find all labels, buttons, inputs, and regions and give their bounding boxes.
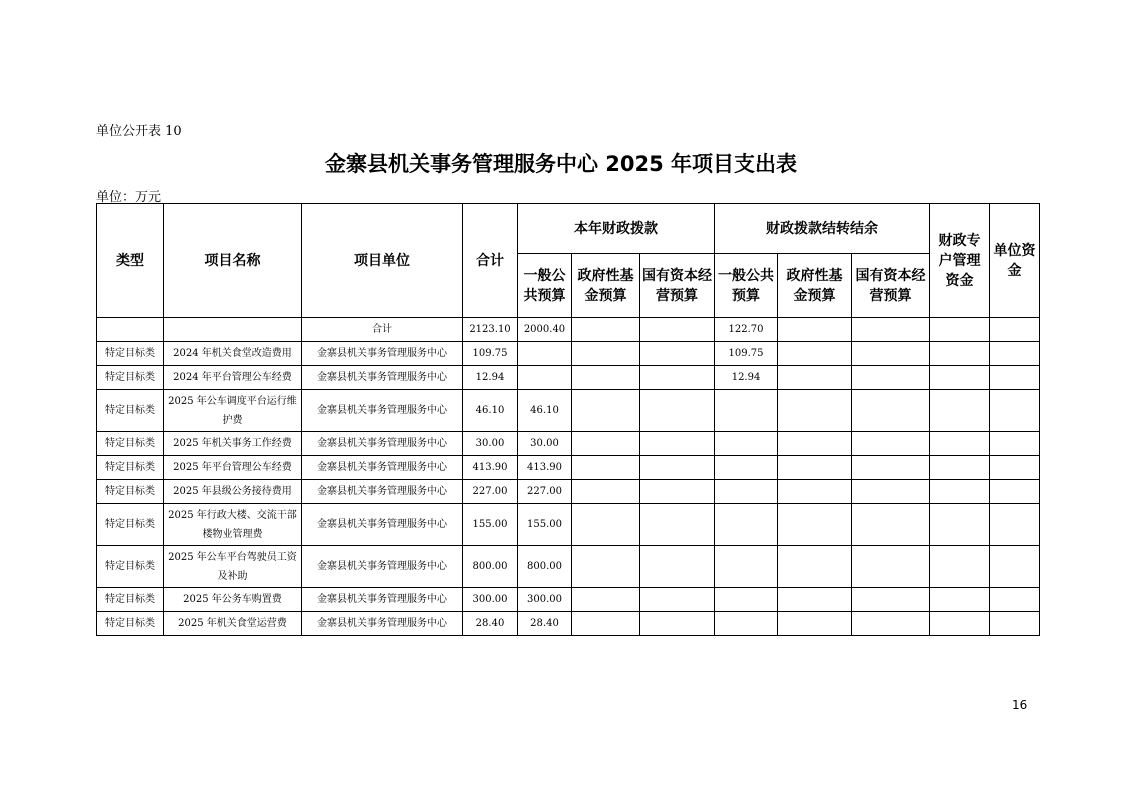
row-total: 12.94 — [463, 366, 518, 390]
row-general-carryover — [715, 612, 778, 636]
unit-label: 单位：万元 — [96, 190, 162, 205]
row-project-unit: 金寨县机关事务管理服务中心 — [302, 366, 463, 390]
row-general-current: 30.00 — [518, 432, 572, 456]
summary-general-carryover: 122.70 — [715, 318, 778, 342]
table-row — [97, 612, 1040, 636]
table-row — [97, 588, 1040, 612]
header-current-year-appropriation: 本年财政拨款 — [518, 204, 715, 254]
row-general-current: 46.10 — [518, 390, 572, 432]
row-general-current: 800.00 — [518, 546, 572, 588]
row-general-carryover — [715, 456, 778, 480]
row-type: 特定目标类 — [97, 480, 164, 504]
row-project-name: 2025 年公车平台驾驶员工资及补助 — [164, 546, 302, 588]
header-project-name: 项目名称 — [164, 204, 302, 318]
row-total: 28.40 — [463, 612, 518, 636]
row-project-unit: 金寨县机关事务管理服务中心 — [302, 480, 463, 504]
row-general-carryover — [715, 546, 778, 588]
row-project-unit: 金寨县机关事务管理服务中心 — [302, 504, 463, 546]
page-title: 金寨县机关事务管理服务中心 2025 年项目支出表 — [324, 152, 798, 176]
table-row — [97, 546, 1040, 588]
row-project-name: 2025 年机关食堂运营费 — [164, 612, 302, 636]
row-project-name: 2025 年行政大楼、交流干部楼物业管理费 — [164, 504, 302, 546]
row-general-carryover — [715, 504, 778, 546]
row-general-carryover — [715, 588, 778, 612]
header-total: 合计 — [463, 204, 518, 318]
row-total: 155.00 — [463, 504, 518, 546]
row-general-carryover — [715, 480, 778, 504]
table-row — [97, 366, 1040, 390]
row-type: 特定目标类 — [97, 588, 164, 612]
header-type: 类型 — [97, 204, 164, 318]
row-project-unit: 金寨县机关事务管理服务中心 — [302, 588, 463, 612]
header-state-capital-carryover: 国有资本经营预算 — [852, 254, 930, 318]
row-type: 特定目标类 — [97, 342, 164, 366]
row-total: 30.00 — [463, 432, 518, 456]
row-general-current — [518, 366, 572, 390]
summary-label: 合计 — [302, 318, 463, 342]
row-general-carryover — [715, 390, 778, 432]
row-project-name: 2025 年县级公务接待费用 — [164, 480, 302, 504]
summary-row — [97, 318, 1040, 342]
row-general-current — [518, 342, 572, 366]
summary-type-cell — [97, 318, 164, 342]
header-general-budget-carryover: 一般公共预算 — [715, 254, 778, 318]
row-type: 特定目标类 — [97, 390, 164, 432]
header-special-account-funds: 财政专户管理资金 — [930, 204, 990, 318]
header-project-unit: 项目单位 — [302, 204, 463, 318]
row-total: 413.90 — [463, 456, 518, 480]
row-type: 特定目标类 — [97, 366, 164, 390]
row-general-carryover: 12.94 — [715, 366, 778, 390]
row-project-unit: 金寨县机关事务管理服务中心 — [302, 390, 463, 432]
header-carryover: 财政拨款结转结余 — [715, 204, 930, 254]
page-number: 16 — [1012, 698, 1028, 712]
row-project-unit: 金寨县机关事务管理服务中心 — [302, 612, 463, 636]
row-total: 109.75 — [463, 342, 518, 366]
table-number: 单位公开表 10 — [96, 124, 182, 139]
row-total: 800.00 — [463, 546, 518, 588]
row-type: 特定目标类 — [97, 456, 164, 480]
row-project-name: 2025 年平台管理公车经费 — [164, 456, 302, 480]
row-total: 46.10 — [463, 390, 518, 432]
header-unit-funds: 单位资金 — [990, 204, 1040, 318]
table-row — [97, 504, 1040, 546]
table-row — [97, 432, 1040, 456]
summary-name-cell — [164, 318, 302, 342]
row-type: 特定目标类 — [97, 612, 164, 636]
row-total: 227.00 — [463, 480, 518, 504]
row-total: 300.00 — [463, 588, 518, 612]
table-row — [97, 390, 1040, 432]
row-project-name: 2025 年机关事务工作经费 — [164, 432, 302, 456]
header-gov-fund-carryover: 政府性基金预算 — [778, 254, 852, 318]
row-project-name: 2025 年公车调度平台运行维护费 — [164, 390, 302, 432]
row-project-name: 2025 年公务车购置费 — [164, 588, 302, 612]
row-project-unit: 金寨县机关事务管理服务中心 — [302, 432, 463, 456]
row-general-current: 413.90 — [518, 456, 572, 480]
summary-total: 2123.10 — [463, 318, 518, 342]
header-state-capital-current: 国有资本经营预算 — [640, 254, 715, 318]
row-general-current: 28.40 — [518, 612, 572, 636]
table-row — [97, 456, 1040, 480]
table-row — [97, 342, 1040, 366]
row-project-unit: 金寨县机关事务管理服务中心 — [302, 456, 463, 480]
header-general-budget-current: 一般公共预算 — [518, 254, 572, 318]
table-row — [97, 480, 1040, 504]
row-project-name: 2024 年平台管理公车经费 — [164, 366, 302, 390]
row-type: 特定目标类 — [97, 504, 164, 546]
row-project-unit: 金寨县机关事务管理服务中心 — [302, 546, 463, 588]
row-general-carryover: 109.75 — [715, 342, 778, 366]
row-type: 特定目标类 — [97, 546, 164, 588]
row-general-current: 227.00 — [518, 480, 572, 504]
row-general-carryover — [715, 432, 778, 456]
row-project-name: 2024 年机关食堂改造费用 — [164, 342, 302, 366]
project-expenditure-table — [96, 203, 1040, 636]
row-type: 特定目标类 — [97, 432, 164, 456]
row-project-unit: 金寨县机关事务管理服务中心 — [302, 342, 463, 366]
header-gov-fund-current: 政府性基金预算 — [572, 254, 640, 318]
row-general-current: 155.00 — [518, 504, 572, 546]
row-general-current: 300.00 — [518, 588, 572, 612]
summary-general-current: 2000.40 — [518, 318, 572, 342]
